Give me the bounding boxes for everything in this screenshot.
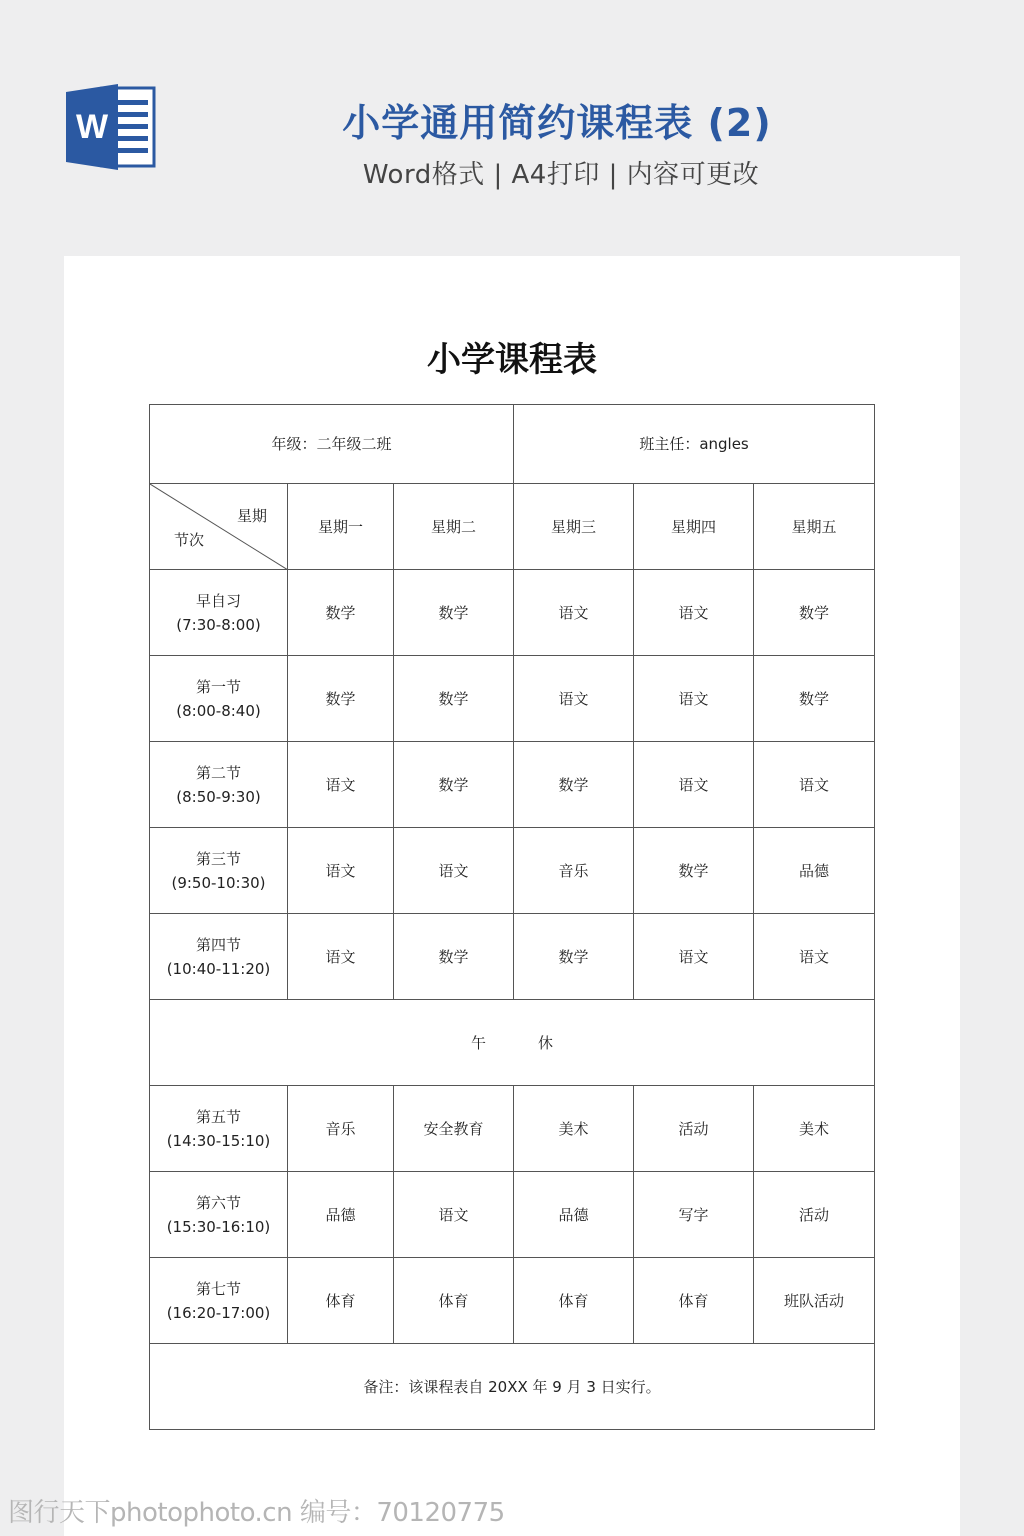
note-row <box>150 1344 875 1430</box>
class-cell: 数学 <box>394 570 514 656</box>
period-time: (16:20-17:00) <box>166 1303 271 1322</box>
table-row <box>150 1172 875 1258</box>
class-cell: 写字 <box>634 1172 754 1258</box>
class-cell: 语文 <box>288 828 394 914</box>
class-cell: 语文 <box>754 742 875 828</box>
note-cell: 备注：该课程表自 20XX 年 9 月 3 日实行。 <box>150 1344 875 1430</box>
period-name: 第三节 <box>195 849 241 868</box>
period-cell <box>150 656 288 742</box>
period-name: 第二节 <box>195 763 241 782</box>
table-row <box>150 742 875 828</box>
period-cell <box>150 570 288 656</box>
class-cell: 数学 <box>754 570 875 656</box>
lunch-break-cell <box>150 1000 875 1086</box>
grade-cell: 年级：二年级二班 <box>150 405 514 484</box>
class-cell: 美术 <box>754 1086 875 1172</box>
lunch-break-row <box>150 1000 875 1086</box>
class-cell: 音乐 <box>514 828 634 914</box>
table-row <box>150 828 875 914</box>
class-cell: 活动 <box>754 1172 875 1258</box>
class-cell: 数学 <box>394 742 514 828</box>
class-cell: 语文 <box>634 570 754 656</box>
word-icon-letter: W <box>75 108 109 146</box>
class-cell: 班队活动 <box>754 1258 875 1344</box>
class-cell: 品德 <box>754 828 875 914</box>
class-cell: 活动 <box>634 1086 754 1172</box>
class-cell: 语文 <box>514 656 634 742</box>
class-cell: 数学 <box>754 656 875 742</box>
class-cell: 美术 <box>514 1086 634 1172</box>
table-row <box>150 1086 875 1172</box>
period-name: 早自习 <box>195 591 241 610</box>
class-cell: 数学 <box>514 742 634 828</box>
header <box>0 0 1024 240</box>
class-cell: 品德 <box>514 1172 634 1258</box>
period-cell <box>150 828 288 914</box>
period-time: (10:40-11:20) <box>166 959 271 978</box>
day-header: 星期三 <box>514 484 634 570</box>
class-cell: 体育 <box>514 1258 634 1344</box>
table-row <box>150 656 875 742</box>
class-cell: 数学 <box>394 914 514 1000</box>
class-cell: 语文 <box>634 656 754 742</box>
class-cell: 品德 <box>288 1172 394 1258</box>
class-cell: 语文 <box>288 914 394 1000</box>
class-cell: 体育 <box>288 1258 394 1344</box>
break-char: 休 <box>538 1033 554 1052</box>
class-cell: 体育 <box>394 1258 514 1344</box>
corner-day-label: 星期 <box>236 507 267 525</box>
period-time: (14:30-15:10) <box>166 1131 271 1150</box>
table-row <box>150 914 875 1000</box>
day-header: 星期二 <box>394 484 514 570</box>
class-cell: 体育 <box>634 1258 754 1344</box>
period-cell <box>150 1086 288 1172</box>
period-cell <box>150 914 288 1000</box>
class-cell: 安全教育 <box>394 1086 514 1172</box>
period-time: (8:50-9:30) <box>176 787 261 806</box>
period-name: 第五节 <box>195 1107 241 1126</box>
class-cell: 语文 <box>634 742 754 828</box>
period-time: (8:00-8:40) <box>176 701 261 720</box>
class-cell: 语文 <box>394 1172 514 1258</box>
class-cell: 数学 <box>394 656 514 742</box>
schedule-table <box>149 404 875 1430</box>
corner-period-label: 节次 <box>174 531 205 549</box>
day-header-row <box>150 484 875 570</box>
day-header: 星期四 <box>634 484 754 570</box>
period-name: 第六节 <box>195 1193 241 1212</box>
info-row <box>150 405 875 484</box>
class-cell: 语文 <box>514 570 634 656</box>
table-row <box>150 1258 875 1344</box>
period-cell <box>150 1258 288 1344</box>
diagonal-line <box>150 484 288 570</box>
break-char: 午 <box>471 1033 487 1052</box>
day-header: 星期五 <box>754 484 875 570</box>
class-cell: 语文 <box>394 828 514 914</box>
period-name: 第一节 <box>195 677 241 696</box>
period-name: 第七节 <box>195 1279 241 1298</box>
page-subtitle: Word格式 | A4打印 | 内容可更改 <box>362 160 760 190</box>
document-title: 小学课程表 <box>427 340 597 380</box>
teacher-cell: 班主任：angles <box>514 405 875 484</box>
corner-cell <box>150 484 288 570</box>
class-cell: 数学 <box>288 570 394 656</box>
period-time: (7:30-8:00) <box>176 615 261 634</box>
class-cell: 语文 <box>288 742 394 828</box>
period-time: (15:30-16:10) <box>166 1217 271 1236</box>
class-cell: 数学 <box>634 828 754 914</box>
period-time: (9:50-10:30) <box>171 873 266 892</box>
class-cell: 数学 <box>288 656 394 742</box>
table-row <box>150 570 875 656</box>
class-cell: 数学 <box>514 914 634 1000</box>
class-cell: 语文 <box>754 914 875 1000</box>
period-cell <box>150 1172 288 1258</box>
class-cell: 音乐 <box>288 1086 394 1172</box>
watermark: 图行天下photophoto.cn 编号：70120775 <box>8 1498 505 1528</box>
period-name: 第四节 <box>195 935 241 954</box>
class-cell: 语文 <box>634 914 754 1000</box>
period-cell <box>150 742 288 828</box>
page-title: 小学通用简约课程表 (2) <box>342 101 772 145</box>
day-header: 星期一 <box>288 484 394 570</box>
